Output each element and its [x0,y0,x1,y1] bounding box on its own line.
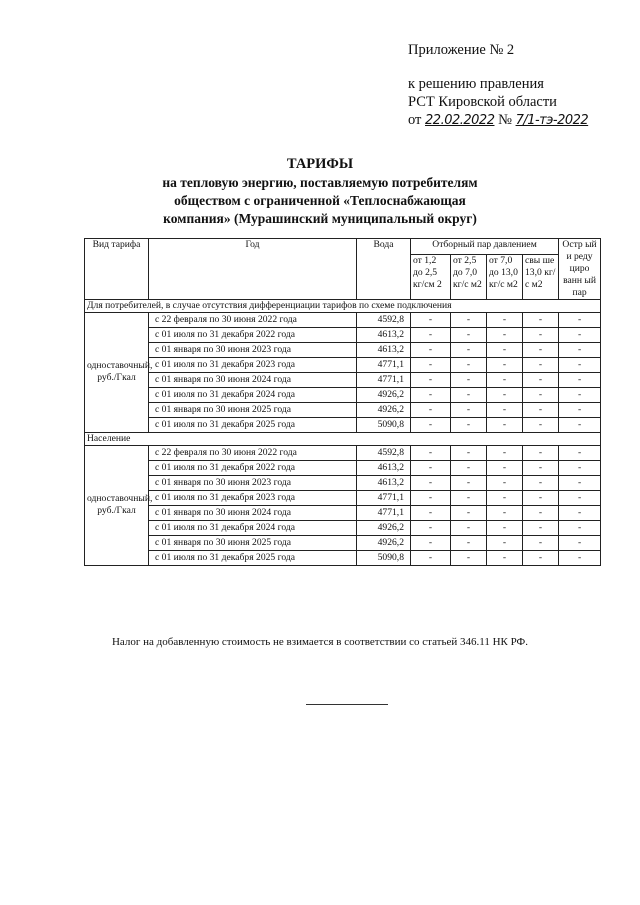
empty-value-cell: - [411,475,451,490]
empty-value-cell: - [523,372,559,387]
table-row [85,550,601,565]
empty-value-cell: - [411,312,451,327]
col-period-header: Год [149,239,357,300]
authority-line: РСТ Кировской области [408,94,557,110]
period-cell: с 01 января по 30 июня 2025 года [149,402,357,417]
water-tariff-cell: 4926,2 [357,520,411,535]
empty-value-cell: - [451,520,487,535]
empty-value-cell: - [451,490,487,505]
from-label: от [408,112,422,128]
table-row [85,402,601,417]
empty-value-cell: - [487,312,523,327]
tariff-type-cell: одноставочный, руб./Гкал [85,445,149,565]
empty-value-cell: - [487,417,523,432]
empty-value-cell: - [523,387,559,402]
empty-value-cell: - [451,475,487,490]
empty-value-cell: - [523,312,559,327]
tariff-type-cell: одноставочный, руб./Гкал [85,312,149,432]
empty-value-cell: - [451,445,487,460]
empty-value-cell: - [451,460,487,475]
empty-value-cell: - [559,372,601,387]
col-steam-header: Отборный пар давлением [411,239,559,255]
empty-value-cell: - [559,357,601,372]
empty-value-cell: - [451,327,487,342]
period-cell: с 01 июля по 31 декабря 2024 года [149,387,357,402]
water-tariff-cell: 4771,1 [357,505,411,520]
table-row [85,520,601,535]
water-tariff-cell: 4926,2 [357,387,411,402]
empty-value-cell: - [523,475,559,490]
empty-value-cell: - [487,505,523,520]
water-tariff-cell: 4613,2 [357,475,411,490]
decision-ref [408,112,588,129]
decision-date: 22.02.2022 [425,113,495,128]
water-tariff-cell: 4613,2 [357,460,411,475]
empty-value-cell: - [451,505,487,520]
period-cell: с 01 июля по 31 декабря 2025 года [149,417,357,432]
period-cell: с 01 июля по 31 декабря 2025 года [149,550,357,565]
col-steam-2-header: от 2,5 до 7,0 кг/с м2 [451,254,487,299]
empty-value-cell: - [487,387,523,402]
header-row-1 [85,239,601,255]
table-row [85,357,601,372]
empty-value-cell: - [487,342,523,357]
water-tariff-cell: 4613,2 [357,342,411,357]
empty-value-cell: - [487,372,523,387]
period-cell: с 01 июля по 31 декабря 2022 года [149,327,357,342]
water-tariff-cell: 4613,2 [357,327,411,342]
col-type-header: Вид тарифа [85,239,149,300]
appendix-title: Приложение № 2 [408,42,515,58]
empty-value-cell: - [411,460,451,475]
water-tariff-cell: 5090,8 [357,550,411,565]
empty-value-cell: - [523,460,559,475]
water-tariff-cell: 4771,1 [357,490,411,505]
empty-value-cell: - [411,387,451,402]
page-title: ТАРИФЫ [286,156,354,172]
water-tariff-cell: 4592,8 [357,445,411,460]
empty-value-cell: - [411,535,451,550]
empty-value-cell: - [451,372,487,387]
col-sharp-steam-header: Остр ый и реду циро ванн ый пар [559,239,601,300]
empty-value-cell: - [487,445,523,460]
tariff-table [84,238,601,566]
table-row [85,342,601,357]
period-cell: с 01 января по 30 июня 2024 года [149,372,357,387]
empty-value-cell: - [559,312,601,327]
empty-value-cell: - [559,417,601,432]
empty-value-cell: - [559,550,601,565]
empty-value-cell: - [559,475,601,490]
closing-rule [306,704,388,705]
empty-value-cell: - [559,402,601,417]
water-tariff-cell: 5090,8 [357,417,411,432]
empty-value-cell: - [411,402,451,417]
empty-value-cell: - [451,357,487,372]
section-title: Население [85,432,601,445]
empty-value-cell: - [559,505,601,520]
empty-value-cell: - [523,445,559,460]
period-cell: с 01 января по 30 июня 2023 года [149,475,357,490]
empty-value-cell: - [487,490,523,505]
empty-value-cell: - [487,520,523,535]
period-cell: с 01 июля по 31 декабря 2024 года [149,520,357,535]
empty-value-cell: - [451,402,487,417]
period-cell: с 01 января по 30 июня 2025 года [149,535,357,550]
decision-number: 7/1-тэ-2022 [515,113,589,128]
table-row [85,417,601,432]
water-tariff-cell: 4592,8 [357,312,411,327]
empty-value-cell: - [523,327,559,342]
table-row [85,505,601,520]
decision-line: к решению правления [408,76,544,92]
empty-value-cell: - [523,505,559,520]
empty-value-cell: - [523,357,559,372]
empty-value-cell: - [411,357,451,372]
table-row [85,460,601,475]
number-label: № [498,112,512,128]
section-title: Для потребителей, в случае отсутствия дифференциации тарифов по схеме подключения [85,299,601,312]
empty-value-cell: - [411,490,451,505]
empty-value-cell: - [523,520,559,535]
title-line-2: обществом с ограниченной «Теплоснабжающая [174,193,466,208]
empty-value-cell: - [559,342,601,357]
period-cell: с 01 января по 30 июня 2023 года [149,342,357,357]
empty-value-cell: - [559,490,601,505]
col-steam-1-header: от 1,2 до 2,5 кг/см 2 [411,254,451,299]
empty-value-cell: - [559,460,601,475]
empty-value-cell: - [451,535,487,550]
empty-value-cell: - [523,417,559,432]
empty-value-cell: - [523,490,559,505]
table-row [85,475,601,490]
empty-value-cell: - [487,535,523,550]
empty-value-cell: - [559,520,601,535]
section-row [85,432,601,445]
water-tariff-cell: 4771,1 [357,372,411,387]
empty-value-cell: - [487,475,523,490]
empty-value-cell: - [487,327,523,342]
empty-value-cell: - [487,460,523,475]
empty-value-cell: - [451,550,487,565]
col-steam-3-header: от 7,0 до 13,0 кг/с м2 [487,254,523,299]
empty-value-cell: - [451,417,487,432]
title-line-1: на тепловую энергию, поставляемую потребителям [162,175,478,190]
empty-value-cell: - [451,342,487,357]
vat-note: Налог на добавленную стоимость не взимается в соответствии со статьей 346.11 НК РФ. [111,636,529,648]
col-water-header: Вода [357,239,411,300]
period-cell: с 01 июля по 31 декабря 2022 года [149,460,357,475]
empty-value-cell: - [487,402,523,417]
water-tariff-cell: 4926,2 [357,535,411,550]
col-steam-4-header: свы ше 13,0 кг/с м2 [523,254,559,299]
period-cell: с 01 июля по 31 декабря 2023 года [149,357,357,372]
empty-value-cell: - [523,342,559,357]
empty-value-cell: - [411,505,451,520]
period-cell: с 22 февраля по 30 июня 2022 года [149,445,357,460]
empty-value-cell: - [411,445,451,460]
empty-value-cell: - [523,535,559,550]
empty-value-cell: - [559,445,601,460]
period-cell: с 01 января по 30 июня 2024 года [149,505,357,520]
table-row [85,387,601,402]
section-row [85,299,601,312]
table-row [85,312,601,327]
empty-value-cell: - [523,550,559,565]
empty-value-cell: - [411,342,451,357]
empty-value-cell: - [451,387,487,402]
table-row [85,372,601,387]
water-tariff-cell: 4926,2 [357,402,411,417]
water-tariff-cell: 4771,1 [357,357,411,372]
period-cell: с 22 февраля по 30 июня 2022 года [149,312,357,327]
period-cell: с 01 июля по 31 декабря 2023 года [149,490,357,505]
table-row [85,490,601,505]
empty-value-cell: - [411,327,451,342]
empty-value-cell: - [559,387,601,402]
table-row [85,445,601,460]
empty-value-cell: - [487,357,523,372]
table-row [85,535,601,550]
empty-value-cell: - [559,535,601,550]
empty-value-cell: - [411,550,451,565]
empty-value-cell: - [559,327,601,342]
empty-value-cell: - [523,402,559,417]
empty-value-cell: - [411,372,451,387]
empty-value-cell: - [487,550,523,565]
empty-value-cell: - [411,520,451,535]
table-row [85,327,601,342]
title-line-3: компания» (Мурашинский муниципальный округ) [163,211,477,226]
empty-value-cell: - [411,417,451,432]
empty-value-cell: - [451,312,487,327]
